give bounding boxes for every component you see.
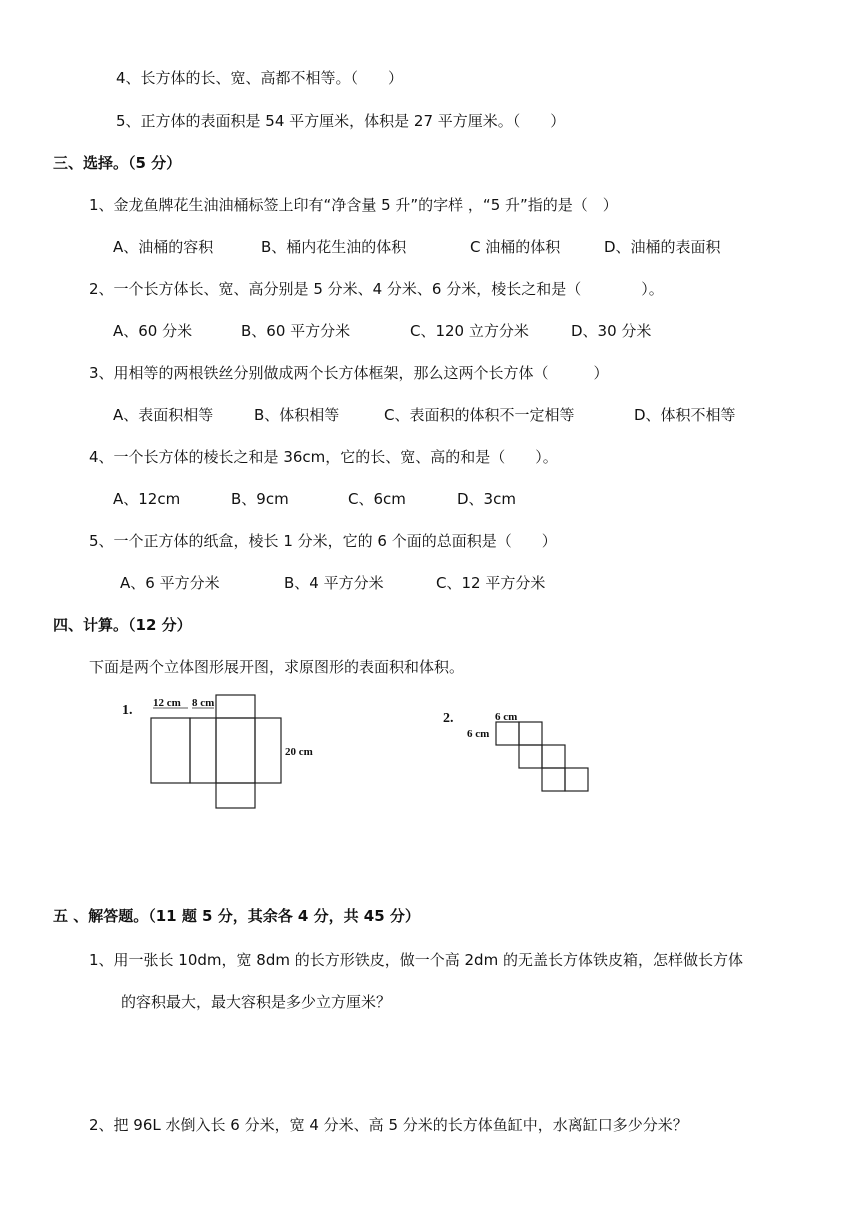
choice-q4: 4、一个长方体的棱长之和是 36cm，它的长、宽、高的和是（ ）。 (89, 448, 558, 466)
net-face-left-2 (190, 718, 216, 783)
choice-q3-option-a: A、表面积相等 (113, 406, 214, 424)
choice-q4-option-b: B、9cm (231, 490, 289, 508)
cube-net-figure (440, 704, 600, 799)
net-face-left-1 (151, 718, 190, 783)
judge-item-4: 4、长方体的长、宽、高都不相等。（ ） (116, 69, 404, 87)
label-height: 20 cm (285, 746, 313, 758)
cube-face-6 (565, 768, 588, 791)
choice-q3-option-c: C、表面积的体积不一定相等 (384, 406, 575, 424)
choice-q1: 1、金龙鱼牌花生油油桶标签上印有“净含量 5 升”的字样 ，“5 升”指的是（ ） (89, 196, 618, 214)
cube-face-5 (542, 768, 565, 791)
choice-q1-option-d: D、油桶的表面积 (604, 238, 721, 256)
cuboid-net-figure (110, 688, 340, 818)
choice-q2: 2、一个长方体长、宽、高分别是 5 分米、4 分米、6 分米，棱长之和是（ ）。 (89, 280, 664, 298)
net-face-right (255, 718, 281, 783)
choice-q2-option-a: A、60 分米 (113, 322, 193, 340)
label-width: 8 cm (192, 697, 215, 709)
label-side: 6 cm (467, 728, 490, 740)
choice-q3-option-b: B、体积相等 (254, 406, 340, 424)
choice-q5-option-b: B、4 平方分米 (284, 574, 384, 592)
choice-q3-options (0, 405, 860, 425)
answer-q2: 2、把 96L 水倒入长 6 分米，宽 4 分米、高 5 分米的长方体鱼缸中，水离缸口多少分米？ (89, 1116, 688, 1134)
section-3-heading: 三、选择。（5 分） (53, 154, 182, 172)
choice-q4-option-a: A、12cm (113, 490, 181, 508)
figure-1-number: 1. (122, 703, 133, 718)
choice-q3-option-d: D、体积不相等 (634, 406, 736, 424)
judge-item-5: 5、正方体的表面积是 54 平方厘米，体积是 27 平方厘米。（ ） (116, 112, 566, 130)
choice-q5: 5、一个正方体的纸盒，棱长 1 分米，它的 6 个面的总面积是（ ） (89, 532, 557, 550)
label-length: 12 cm (153, 697, 181, 709)
net-face-center (216, 718, 255, 783)
section-4-heading: 四、计算。（12 分） (53, 616, 192, 634)
choice-q5-option-a: A、6 平方分米 (120, 574, 220, 592)
choice-q1-option-c: C 油桶的体积 (470, 238, 561, 256)
choice-q2-option-c: C、120 立方分米 (410, 322, 529, 340)
net-face-top (216, 695, 255, 718)
choice-q4-option-d: D、3cm (457, 490, 516, 508)
choice-q4-options (0, 489, 860, 509)
choice-q5-options (0, 573, 860, 593)
choice-q2-options (0, 321, 860, 341)
cube-face-4 (542, 745, 565, 768)
cube-face-2 (519, 722, 542, 745)
choice-q5-option-c: C、12 平方分米 (436, 574, 546, 592)
choice-q1-option-b: B、桶内花生油的体积 (261, 238, 407, 256)
choice-q2-option-b: B、60 平方分米 (241, 322, 351, 340)
choice-q2-option-d: D、30 分米 (571, 322, 652, 340)
section-5-heading: 五 、解答题。（11 题 5 分，其余各 4 分，共 45 分） (53, 907, 420, 925)
choice-q4-option-c: C、6cm (348, 490, 406, 508)
answer-q1-line-1: 1、用一张长 10dm，宽 8dm 的长方形铁皮，做一个高 2dm 的无盖长方体铁皮箱，怎样做长方体 (89, 951, 743, 969)
choice-q1-option-a: A、油桶的容积 (113, 238, 214, 256)
section-4-intro: 下面是两个立体图形展开图，求原图形的表面积和体积。 (89, 658, 465, 676)
figure-2-number: 2. (443, 711, 454, 726)
cube-face-3 (519, 745, 542, 768)
choice-q3: 3、用相等的两根铁丝分别做成两个长方体框架，那么这两个长方体（ ） (89, 364, 609, 382)
cube-face-1 (496, 722, 519, 745)
answer-q1-line-2: 的容积最大，最大容积是多少立方厘米？ (121, 993, 392, 1011)
choice-q1-options (0, 237, 860, 257)
label-top: 6 cm (495, 711, 518, 723)
net-face-bottom (216, 783, 255, 808)
